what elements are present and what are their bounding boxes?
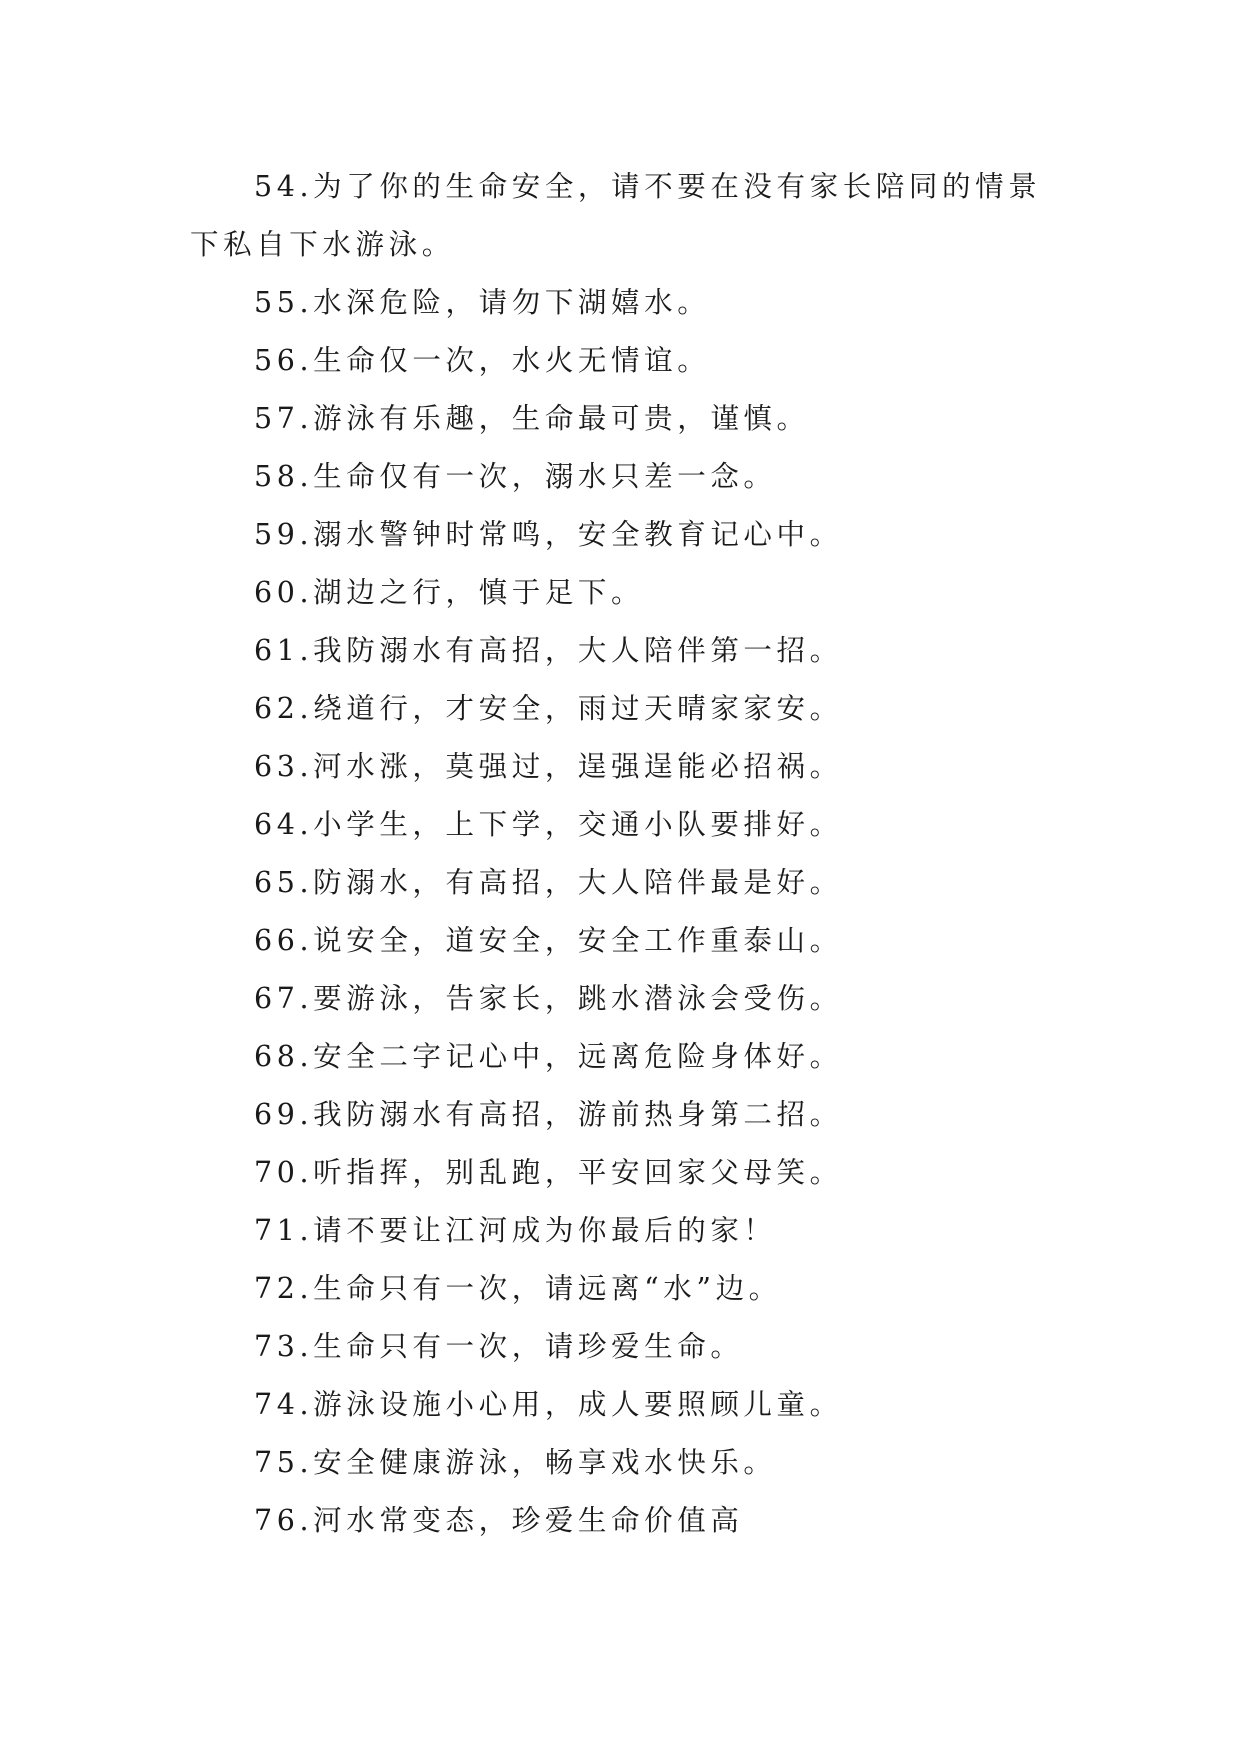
slogan-paragraph: 67.要游泳，告家长，跳水潜泳会受伤。 (254, 982, 843, 1015)
slogan-paragraph: 57.游泳有乐趣，生命最可贵，谨慎。 (254, 402, 810, 435)
slogan-paragraph: 76.河水常变态，珍爱生命价值高 (254, 1504, 744, 1537)
slogan-paragraph: 71.请不要让江河成为你最后的家！ (254, 1214, 777, 1247)
slogan-paragraph: 73.生命只有一次，请珍爱生命。 (254, 1330, 744, 1363)
slogan-paragraph: 58.生命仅有一次，溺水只差一念。 (254, 460, 777, 493)
slogan-paragraph: 70.听指挥，别乱跑，平安回家父母笑。 (254, 1156, 843, 1189)
slogan-paragraph: 75.安全健康游泳，畅享戏水快乐。 (254, 1446, 777, 1479)
slogan-paragraph: 62.绕道行，才安全，雨过天晴家家安。 (254, 692, 843, 725)
slogan-paragraph: 55.水深危险，请勿下湖嬉水。 (254, 286, 711, 319)
slogan-paragraph: 54.为了你的生命安全，请不要在没有家长陪同的情景下私自下水游泳。 (190, 170, 1042, 261)
slogan-paragraph: 64.小学生，上下学，交通小队要排好。 (254, 808, 843, 841)
slogan-paragraph: 61.我防溺水有高招，大人陪伴第一招。 (254, 634, 843, 667)
slogan-paragraph: 68.安全二字记心中，远离危险身体好。 (254, 1040, 843, 1073)
slogan-paragraph: 69.我防溺水有高招，游前热身第二招。 (254, 1098, 843, 1131)
slogan-paragraph: 65.防溺水，有高招，大人陪伴最是好。 (254, 866, 843, 899)
slogan-paragraph: 63.河水涨，莫强过，逞强逞能必招祸。 (254, 750, 843, 783)
document-body (190, 158, 1060, 1550)
slogan-paragraph: 60.湖边之行，慎于足下。 (254, 576, 645, 609)
slogan-paragraph: 72.生命只有一次，请远离“水”边。 (254, 1272, 782, 1305)
slogan-paragraph: 66.说安全，道安全，安全工作重泰山。 (254, 924, 843, 957)
slogan-paragraph: 74.游泳设施小心用，成人要照顾儿童。 (254, 1388, 843, 1421)
slogan-paragraph: 59.溺水警钟时常鸣，安全教育记心中。 (254, 518, 843, 551)
slogan-paragraph: 56.生命仅一次，水火无情谊。 (254, 344, 711, 377)
